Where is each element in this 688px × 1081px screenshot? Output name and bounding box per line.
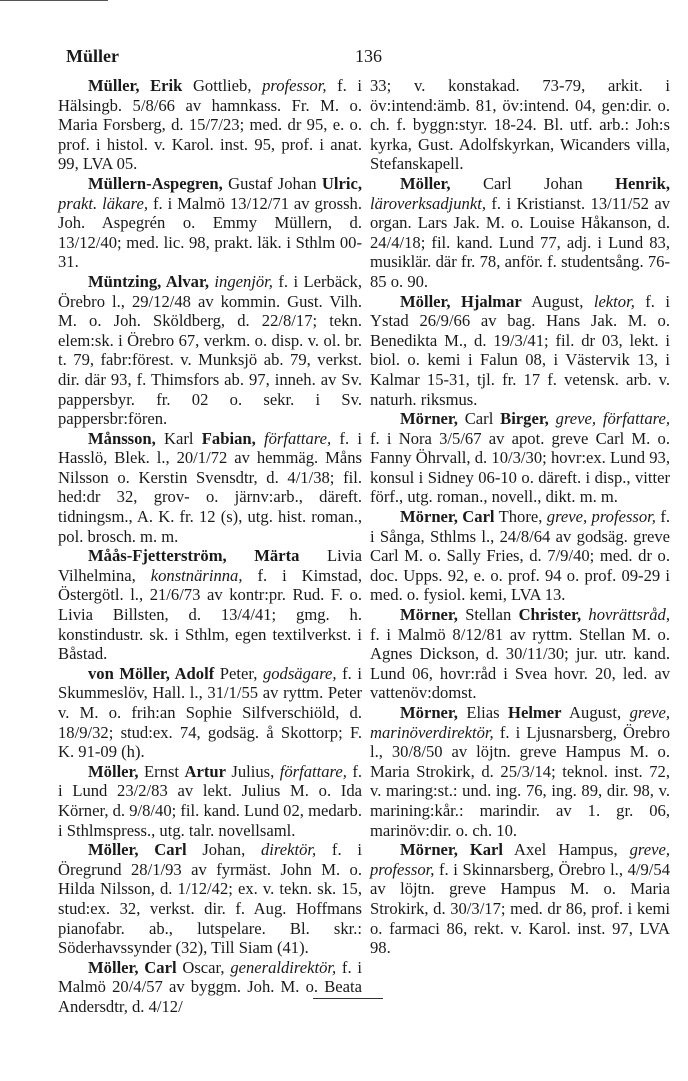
entry-text: f. i Hasslö, Blek. l., 20/1/72 av hemmäg. Måns Nilsson o. Kerstin Svensdtr, d. 4/1/38; fil. hed:dr 32, grov- o. järnv:arb., däreft. tidningsm., A. K. fr. 12 (s), utg. hist. roman., pol. brosch. m. m. (58, 428, 362, 546)
entry-text: 33; v. konstakad. 73-79, arkit. i öv:intend:ämb. 81, öv:intend. 04, gen:dir. o. ch. f. byggn:styr. 18-24. Bl. utf. arb.: Joh:s kyrka, Gust. Adolfskyrkan, Wicanders villa, Stefanskapell. (370, 76, 670, 174)
entry-text: Julius, (225, 761, 280, 781)
entry-headword: Möller, Carl (88, 957, 177, 977)
biography-entry (370, 174, 670, 292)
entry-headword: Artur (184, 761, 226, 781)
entry-text (549, 409, 556, 428)
entry-occupation: hovrättsråd, (588, 605, 670, 625)
entry-occupation: greve, marinöverdirektör, (370, 703, 670, 742)
entry-text: f. i Skinnarsberg, Örebro l., 4/9/54 av löjtn. greve Hampus M. o. Maria Strokirk, d. 30/3/17; med. dr 86, prof. i kemi o. farmaci 86, rekt. v. Karol. inst. 97, LVA 98. (370, 859, 670, 958)
entry-text: Livia Vilhelmina, (58, 546, 362, 585)
entry-occupation: läroverksadjunkt, (370, 193, 486, 213)
biography-entry (370, 409, 670, 507)
page-number: 136 (355, 46, 382, 66)
entry-occupation: direktör, (261, 840, 317, 860)
entry-headword: Mörner, Karl (400, 840, 504, 860)
entry-headword: Månsson, (88, 428, 156, 448)
entry-text: f. i Malmö 20/4/57 av byggm. Joh. M. o. Beata Andersdtr, d. 4/12/ (58, 957, 362, 1016)
biography-entry (370, 76, 670, 174)
entry-occupation: greve, författare, (555, 409, 670, 429)
biography-entry (58, 546, 362, 664)
entry-occupation: godsägare, (262, 663, 337, 683)
entry-text: f. i Lund 23/2/83 av lekt. Julius M. o. Ida Körner, d. 9/8/40; fil. kand. Lund 02, medarb. i Sthlmspress., utg. talr. novellsaml. (58, 761, 362, 840)
entry-headword: Birger, (500, 409, 549, 429)
biography-entry (58, 429, 362, 547)
entry-occupation: prakt. läkare, (58, 193, 149, 213)
entry-headword: Möller, (400, 173, 451, 193)
entry-text: f. i Sånga, Sthlms l., 24/8/64 av godsäg. greve Carl M. o. Sally Fries, d. 7/9/40; med. dr o. doc. Upps. 92, e. o. prof. 94 o. prof. 09-29 i med. o. fysiol. kemi, LVA 13. (370, 507, 670, 605)
entry-headword: Mörner, (400, 605, 458, 625)
entry-text: Oscar, (176, 957, 231, 977)
biography-entry (58, 664, 362, 762)
top-rule (0, 0, 108, 1)
entry-headword: Möller, Carl (88, 840, 187, 860)
entry-text: Carl Johan (450, 173, 616, 193)
biography-entry (58, 958, 362, 1017)
entry-text: f. i Nora 3/5/67 av apot. greve Carl M. o. Fanny Öhrvall, d. 10/3/30; hovr:ex. Lund 93, konsul i Sidney 06-10 o. däreft. i disp., vitter förf., utg. roman., novell., dikt. m. m. (370, 428, 670, 507)
entry-headword: Mörner, Carl (400, 507, 495, 527)
right-column (370, 76, 670, 958)
entry-text: Gustaf Johan (222, 173, 322, 193)
entry-occupation: generaldirektör, (230, 957, 337, 977)
entry-text: f. i Ljusnarsberg, Örebro l., 30/8/50 av löjtn. greve Hampus M. o. Maria Strokirk, d. 25/3/14; teknol. inst. 72, v. maring:st.: und. ing. 76, ing. 89, dir. 98, v. marining:kår.: marindir. av 1. gr. 06, marinöv:dir. o. ch. 10. (370, 722, 670, 840)
entry-occupation: ingenjör, (214, 271, 273, 291)
biography-entry (58, 840, 362, 958)
entry-occupation: författare, (279, 761, 347, 781)
entry-text: August, (561, 703, 630, 722)
biography-entry (58, 174, 362, 272)
entry-text: Axel Hampus, (503, 840, 630, 860)
entry-text: f. i Öregrund 28/1/93 av fyrmäst. John M. o. Hilda Nilsson, d. 1/12/42; ex. v. tekn. sk. 15, stud:ex. 32, verkst. dir. f. Aug. Hoffmans pianofabr. ab., lutspelare. Bl. skr.: Söderhavssynder (32), Till Siam (41). (58, 840, 362, 958)
entry-occupation: lektor, (593, 291, 635, 311)
entry-text: f. i Kimstad, Östergötl. l., 21/6/73 av kontr:pr. Rud. F. o. Livia Billsten, d. 13/4/41; gmg. h. konstindustr. sk. i Sthlm, egen textilverkst. i Båstad. (58, 565, 362, 664)
biography-entry (370, 605, 670, 703)
entry-headword: Müllern-Aspegren, (88, 173, 223, 193)
entry-text: f. i Lerbäck, Örebro l., 29/12/48 av kommin. Gust. Vilh. M. o. Joh. Sköldberg, d. 22/8/17; tekn. elem:sk. i Örebro 67, verkm. o. disp. v. ol. br. t. 79, fabr:förest. v. Munksjö ab. 79, verkst. dir. där 93, f. Thimsfors ab. 97, inneh. av Sv. pappersbyr. fr. 02 o. sekr. i Sv. pappersbr:fören. (58, 271, 362, 429)
biography-entry (58, 272, 362, 429)
entry-headword: von Möller, Adolf (88, 663, 215, 683)
entry-text: f. i Hälsingb. 5/8/66 av hamnkass. Fr. M. o. Maria Forsberg, d. 15/7/23; med. dr 95, e. o. prof. i histol. v. Karol. inst. 95, prof. i anat. 99, LVA 05. (58, 76, 362, 174)
entry-headword: Henrik, (615, 173, 670, 193)
biography-entry (58, 762, 362, 840)
entry-text: f. i Ystad 26/9/66 av bag. Hans Jak. M. o. Benedikta M., d. 19/3/41; fil. dr 03, lekt. i biol. o. kemi i Falun 08, i Västervik 13, i Kalmar 15-31, tjl. fr. 17 f. vetensk. arb. v. naturh. riksmus. (370, 291, 670, 409)
entry-headword: Mörner, (400, 703, 458, 722)
entry-text: Karl (155, 428, 202, 448)
entry-occupation: professor, (262, 76, 327, 95)
entry-headword: Müller, Erik (88, 76, 183, 95)
entry-headword: Möller, Hjalmar (400, 291, 522, 311)
biography-entry (370, 840, 670, 958)
entry-occupation: konstnärinna, (150, 565, 243, 585)
entry-text: Gottlieb, (182, 76, 263, 95)
entry-headword: Helmer (508, 703, 562, 722)
entry-occupation: författare, (264, 428, 332, 448)
biography-entry (370, 703, 670, 840)
entry-text: Thore, (494, 507, 547, 527)
entry-occupation: greve, professor, (370, 840, 670, 879)
entry-headword: Ulric, (321, 173, 362, 193)
entry-text: Stellan (457, 605, 519, 625)
entry-text: Johan, (186, 840, 261, 860)
entry-text: f. i Skummeslöv, Hall. l., 31/1/55 av ryttm. Peter v. M. o. frih:an Sophie Silfverschiöld, d. 18/9/32; stud:ex. 74, godsäg. å Skottorp; F. K. 91-09 (h). (58, 663, 362, 762)
biography-entry (370, 507, 670, 605)
entry-headword: Måås-Fjetterström, Märta (88, 546, 300, 566)
biography-entry (58, 76, 362, 174)
entry-headword: Müntzing, Alvar, (88, 271, 209, 291)
entry-text: f. i Malmö 8/12/81 av ryttm. Stellan M. o. Agnes Dickson, d. 30/11/30; jur. utr. kand. Lund 06, hovr:råd i Svea hovr. 20, led. av vattenöv:domst. (370, 624, 670, 703)
bottom-rule (313, 998, 383, 999)
entry-text: August, (521, 291, 594, 311)
entry-text: Peter, (214, 663, 263, 683)
left-column (58, 76, 362, 1017)
running-head: Müller (66, 46, 119, 66)
entry-text: Ernst (138, 761, 185, 781)
biography-entry (370, 292, 670, 410)
entry-text: Elias (457, 703, 509, 722)
entry-text (256, 429, 264, 448)
entry-text: f. i Kristianst. 13/11/52 av organ. Lars Jak. M. o. Louise Håkanson, d. 24/4/18; fil. kand. Lund 77, adj. i Lund 83, musiklär. där fr. 78, anför. f. studentsång. 76-85 o. 90. (370, 193, 670, 291)
entry-headword: Mörner, (400, 409, 458, 429)
entry-text: Carl (457, 409, 501, 429)
entry-headword: Möller, (88, 761, 139, 781)
entry-occupation: greve, professor, (546, 507, 656, 527)
entry-text: f. i Malmö 13/12/71 av grossh. Joh. Aspegrén o. Emmy Müllern, d. 13/12/40; med. lic. 98, prakt. läk. i Sthlm 00-31. (58, 193, 363, 272)
entry-headword: Fabian, (201, 428, 256, 448)
entry-headword: Christer, (518, 605, 582, 625)
